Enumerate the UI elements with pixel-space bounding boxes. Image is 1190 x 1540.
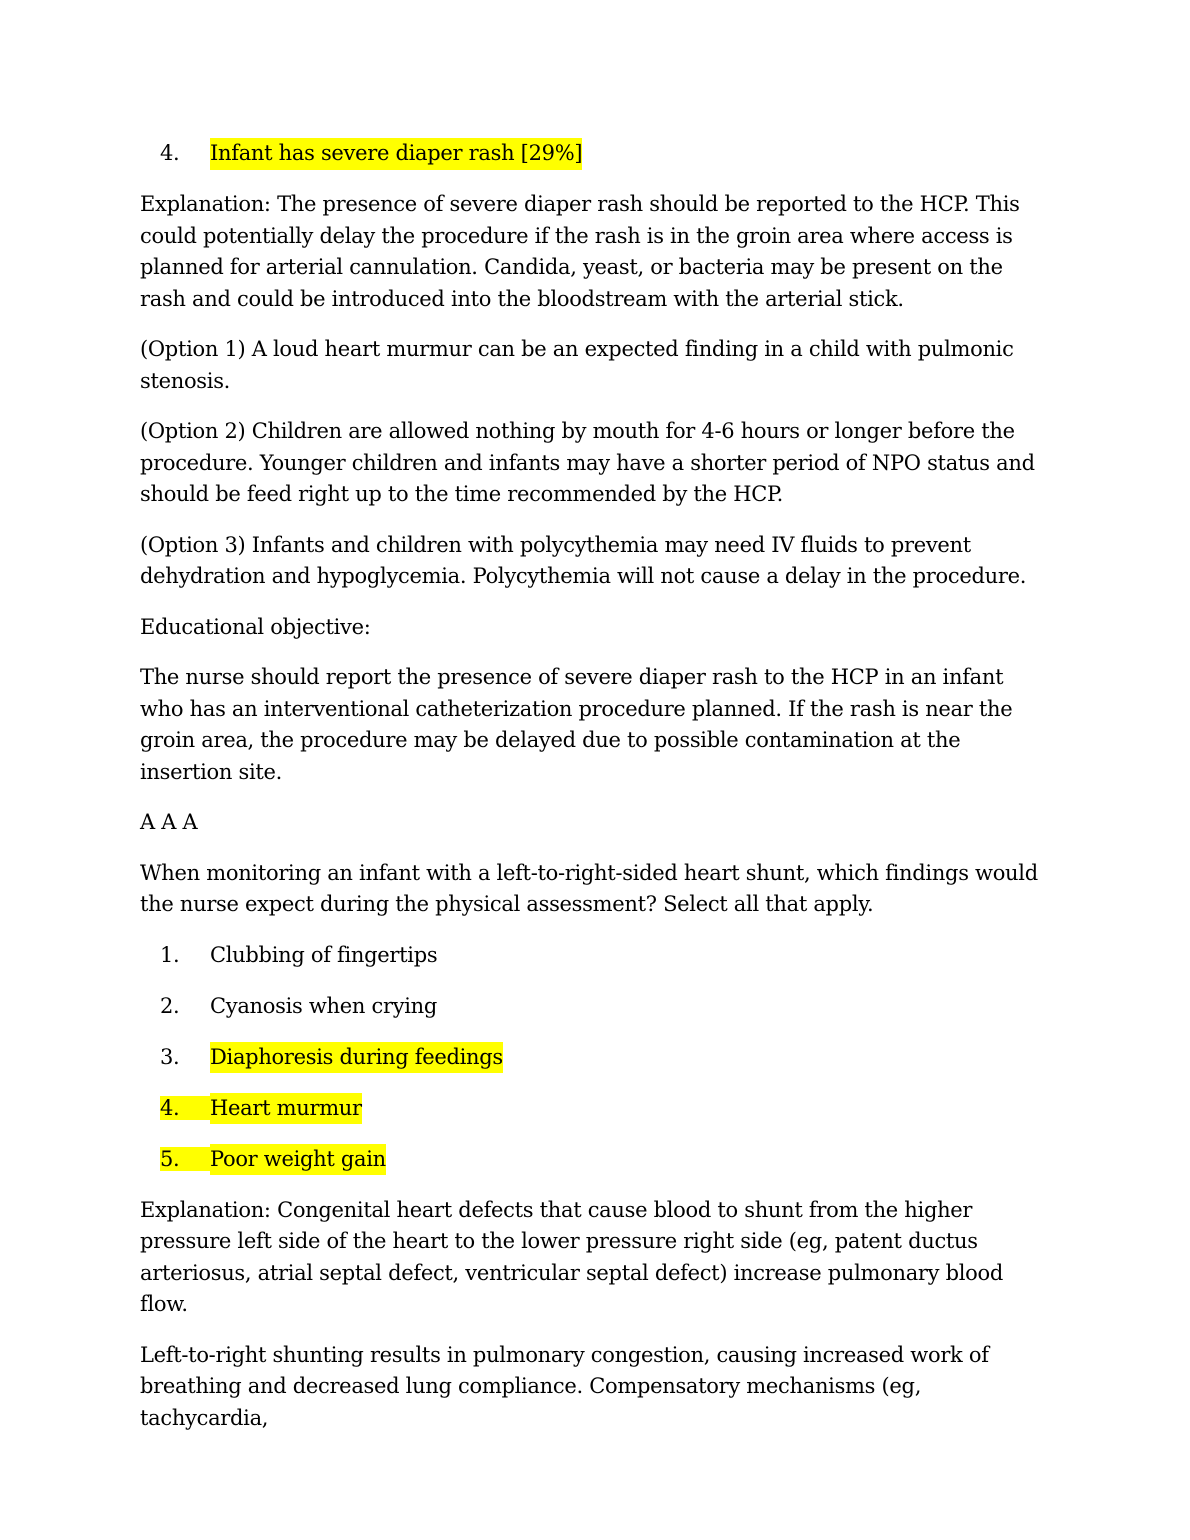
educational-objective-label: Educational objective: [140, 614, 371, 639]
explanation-paragraph-1: Explanation: The presence of severe diaper rash should be reported to the HCP. This could potentially delay the procedure if the rash is in the groin area where access is planned for arterial cannulation. Candida, yeast, or bacteria may be present on the rash and could be introduced into the bloodstream with the arterial stick. [140, 192, 1020, 311]
explanation-paragraph-3: Left-to-right shunting results in pulmonary congestion, causing increased work of breathing and decreased lung compliance. Compensatory mechanisms (eg, tachycardia, [140, 1342, 989, 1430]
option-3-paragraph: (Option 3) Infants and children with polycythemia may need IV fluids to prevent dehydration and hypoglycemia. Polycythemia will not cause a delay in the procedure. [140, 532, 1027, 588]
question-paragraph: When monitoring an infant with a left-to-right-sided heart shunt, which findings would the nurse expect during the physical assessment? Select all that apply. [140, 860, 1038, 916]
list-text-highlighted: Infant has severe diaper rash [29%] [210, 138, 582, 170]
text-size-controls: A A A [140, 810, 198, 834]
option-1-paragraph: (Option 1) A loud heart murmur can be an expected finding in a child with pulmonic stenosis. [140, 337, 1014, 393]
answer-text-highlighted: Heart murmur [210, 1093, 362, 1125]
list-item-top [140, 138, 1050, 170]
answer-number-highlighted: 5. [160, 1147, 211, 1171]
explanation-paragraph-2: Explanation: Congenital heart defects that cause blood to shunt from the higher pressure left side of the heart to the lower pressure right side (eg, patent ductus arteriosus, atrial septal defect, ventricular septal defect) increase pulmonary blood flow. [140, 1197, 1004, 1316]
answer-text-highlighted: Poor weight gain [210, 1144, 386, 1176]
answer-item-2 [140, 991, 1050, 1023]
answer-number: 2. [160, 993, 180, 1018]
answer-number: 1. [160, 942, 180, 967]
answer-item-3 [140, 1042, 1050, 1074]
answer-text: Cyanosis when crying [210, 993, 438, 1018]
option-2-paragraph: (Option 2) Children are allowed nothing by mouth for 4-6 hours or longer before the procedure. Younger children and infants may have a shorter period of NPO status and should be feed right up to the time recommended by the HCP. [140, 419, 1035, 506]
document-page [140, 138, 1050, 1453]
answer-text-highlighted: Diaphoresis during feedings [210, 1042, 503, 1074]
educational-objective-text: The nurse should report the presence of severe diaper rash to the HCP in an infant who has an interventional catheterization procedure planned. If the rash is near the groin area, the procedure may be delayed due to possible contamination at the insertion site. [140, 665, 1013, 784]
list-number: 4. [160, 141, 180, 165]
answer-number: 3. [160, 1044, 180, 1069]
answer-item-1 [140, 940, 1050, 972]
answer-text: Clubbing of fingertips [210, 942, 438, 967]
answer-item-4 [140, 1093, 1050, 1125]
answer-item-5 [140, 1144, 1050, 1176]
answer-number-highlighted: 4. [160, 1096, 211, 1120]
